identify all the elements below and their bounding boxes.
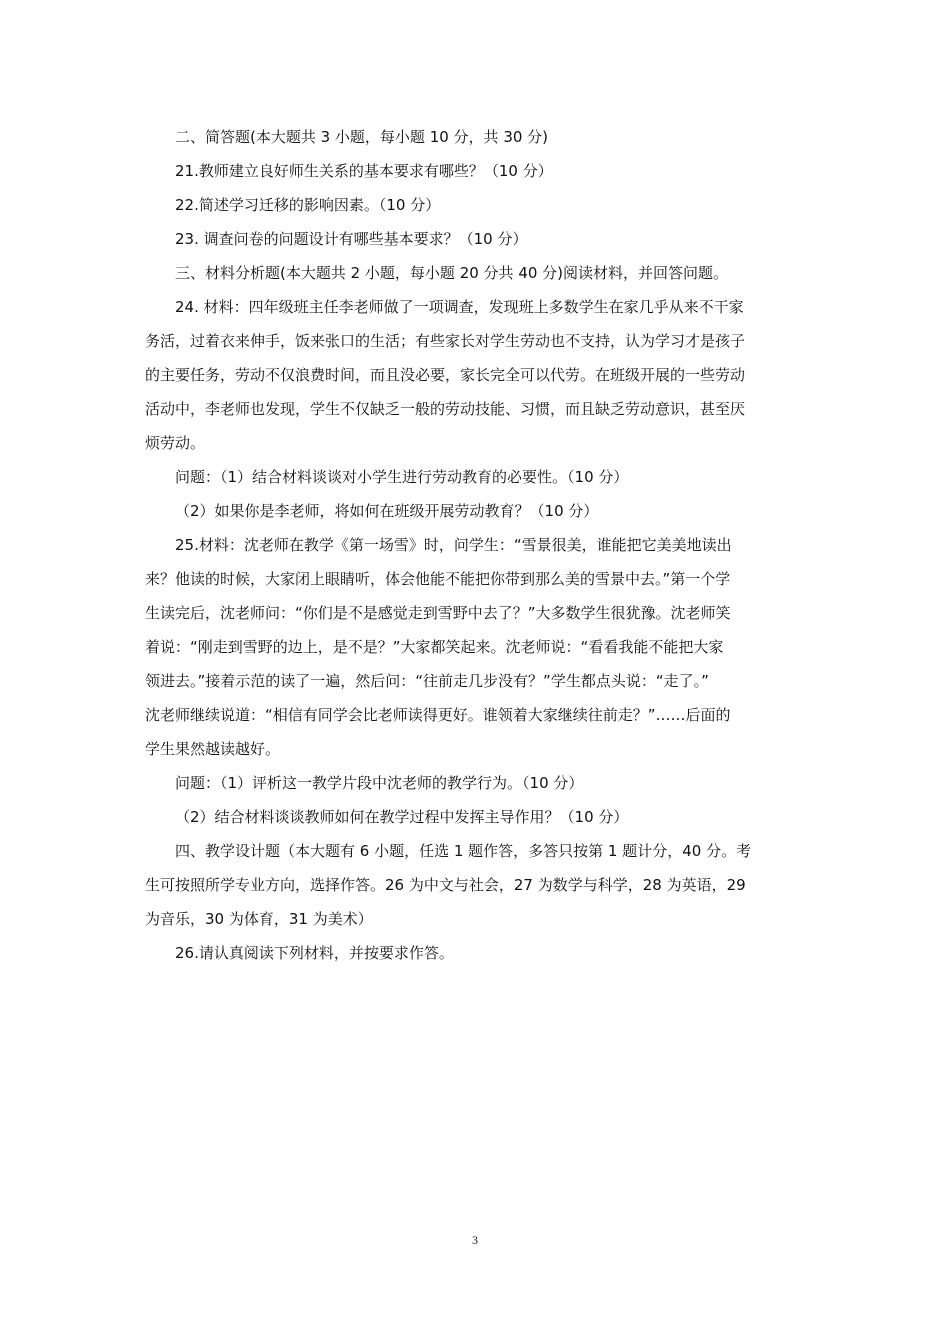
question-24-sub-1: [145, 460, 809, 494]
section-3-heading-text: 三、材料分析题(本大题共 2 小题，每小题 20 分共 40 分)阅读材料，并回答问题。: [175, 264, 729, 282]
question-24-sub-1-text: 问题：（1）结合材料谈谈对小学生进行劳动教育的必要性。（10 分）: [175, 468, 629, 486]
question-25-sub-1-text: 问题：（1）评析这一教学片段中沈老师的教学行为。（10 分）: [175, 774, 584, 792]
question-25-sub-2: [145, 800, 809, 834]
question-25-line: 着说：“刚走到雪野的边上，是不是？”大家都笑起来。沈老师说：“看看我能不能把大家: [145, 638, 724, 656]
question-21-text: 21.教师建立良好师生关系的基本要求有哪些？（10 分）: [175, 162, 553, 180]
section-2-heading-text: 二、简答题(本大题共 3 小题，每小题 10 分，共 30 分): [175, 128, 549, 146]
question-23: [145, 222, 809, 256]
question-24-line: 烦劳动。: [145, 434, 206, 452]
question-25-line: 来？他读的时候，大家闭上眼睛听，体会他能不能把你带到那么美的雪景中去。”第一个学: [145, 570, 731, 588]
question-25-line: 生读完后，沈老师问：“你们是不是感觉走到雪野中去了？”大多数学生很犹豫。沈老师笑: [145, 604, 731, 622]
section-4-heading: [145, 834, 809, 936]
page-number: 3: [472, 1233, 478, 1247]
section-4-line: 生可按照所学专业方向，选择作答。26 为中文与社会，27 为数学与科学，28 为英语，29: [145, 876, 746, 894]
section-4-line: 四、教学设计题（本大题有 6 小题，任选 1 题作答，多答只按第 1 题计分，40 分。考: [175, 842, 752, 860]
question-24-line: 的主要任务，劳动不仅浪费时间，而且没必要，家长完全可以代劳。在班级开展的一些劳动: [145, 366, 746, 384]
question-26-text: 26.请认真阅读下列材料，并按要求作答。: [175, 944, 454, 962]
section-2-heading: [145, 120, 809, 154]
question-24-line: 活动中，李老师也发现，学生不仅缺乏一般的劳动技能、习惯，而且缺乏劳动意识，甚至厌: [145, 400, 746, 418]
question-25-line: 学生果然越读越好。: [145, 740, 281, 758]
question-25-line: 领进去。”接着示范的读了一遍，然后问：“往前走几步没有？”学生都点头说：“走了。”: [145, 672, 709, 690]
question-24-line: 务活，过着衣来伸手，饭来张口的生活；有些家长对学生劳动也不支持，认为学习才是孩子: [145, 332, 746, 350]
question-23-text: 23. 调查问卷的问题设计有哪些基本要求？（10 分）: [175, 230, 528, 248]
question-22: [145, 188, 809, 222]
question-24-sub-2-text: （2）如果你是李老师，将如何在班级开展劳动教育？（10 分）: [175, 502, 599, 520]
question-25-material: [145, 528, 809, 766]
question-25-line: 25.材料：沈老师在教学《第一场雪》时，问学生：“雪景很美，谁能把它美美地读出: [175, 536, 732, 554]
section-3-heading: [145, 256, 809, 290]
question-24-material: [145, 290, 809, 460]
question-21: [145, 154, 809, 188]
question-25-line: 沈老师继续说道：“相信有同学会比老师读得更好。谁领着大家继续往前走？”……后面的: [145, 706, 731, 724]
section-4-line: 为音乐，30 为体育，31 为美术）: [145, 910, 373, 928]
question-25-sub-2-text: （2）结合材料谈谈教师如何在教学过程中发挥主导作用？（10 分）: [175, 808, 629, 826]
question-24-sub-2: [145, 494, 809, 528]
question-24-line: 24. 材料：四年级班主任李老师做了一项调查，发现班上多数学生在家几乎从来不干家: [175, 298, 744, 316]
question-22-text: 22.简述学习迁移的影响因素。（10 分）: [175, 196, 441, 214]
question-25-sub-1: [145, 766, 809, 800]
page-content: [145, 120, 809, 970]
question-26: [145, 936, 809, 970]
